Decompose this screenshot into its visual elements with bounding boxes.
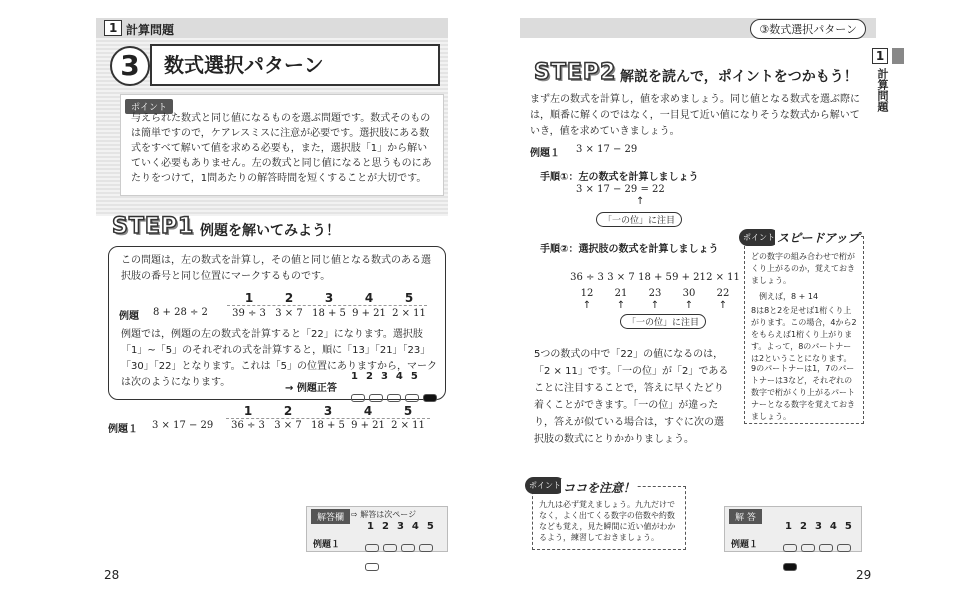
answer-row-label: 例題１ — [731, 540, 759, 550]
sheet-digit: 4 — [411, 521, 427, 532]
ones-place-note-2: 「一の位」に注目 — [620, 314, 706, 329]
ones-place-note: 「一の位」に注目 — [596, 212, 682, 227]
speedup-text-1: どの数字の組み合わせで桁がくり上がるのか，覚えておきましょう。 — [751, 252, 855, 285]
example-explanation: 例題では，例題の左の数式を計算すると「22」になります。選択肢「1」~「5」のそれぞれの式を計算すると，順に「13」「21」「23」「30」「22」となります。これは「5」の位置にありますから，マークは次のようになります。 — [121, 329, 438, 388]
answer-bubble[interactable] — [365, 563, 379, 571]
chapter-title: 計算問題 — [126, 23, 175, 37]
example-option: 18 + 5 — [312, 308, 346, 319]
answer-tag: 解 答 — [729, 509, 762, 524]
option-number: 2 — [284, 291, 294, 305]
sheet-digit: 2 — [381, 521, 397, 532]
speedup-text-3: 8は8と2を足せば1桁くり上がります。この場合，4から2をもらえば1桁くり上がります。よって，8のパートナーは2ということになります。 — [751, 306, 857, 363]
example-answer-digits — [351, 371, 426, 382]
answer-bubble — [783, 544, 797, 552]
arrow-up-icon: ↑ — [684, 300, 694, 311]
example-box — [108, 246, 446, 400]
example-options — [229, 308, 429, 319]
point-tag: ポイント — [125, 99, 173, 114]
options-divider — [227, 305, 427, 306]
option-number: 1 — [244, 291, 254, 305]
example-option: 3 × 7 — [275, 308, 303, 319]
answer-sheet-bubbles — [363, 537, 447, 575]
option-number: 4 — [364, 291, 374, 305]
speedup-text-2: 例えば，8 + 14 — [759, 292, 819, 301]
answer-bubble — [351, 394, 365, 402]
speedup-box — [743, 231, 864, 424]
answer-bubble — [837, 544, 851, 552]
answer-bubble[interactable] — [419, 544, 433, 552]
q1-option: 2 × 11 — [391, 420, 425, 431]
q1-option: 3 × 7 — [274, 420, 302, 431]
step1-title: 例題を解いてみよう！ — [200, 223, 340, 239]
chapter-number: 1 — [104, 20, 122, 36]
q1-label: 例題１ — [108, 424, 138, 435]
q1-divider — [226, 418, 430, 419]
step2-logo: STEP2 — [534, 60, 617, 85]
example-option: 2 × 11 — [392, 308, 426, 319]
step1-logo: STEP1 — [112, 214, 195, 239]
speedup-tag: ポイント — [739, 229, 779, 246]
speedup-title: スピードアップ — [777, 231, 860, 245]
speedup-text-4: 9のパートナーは1，7のパートナーは3など，それぞれの数字で桁がくり上がるパートナーとなる数字を覚えておきましょう。 — [751, 364, 855, 421]
step2-result: 30 — [682, 288, 696, 299]
step2-q-expression: 3 × 17 − 29 — [576, 144, 638, 155]
example-option-numbers — [229, 291, 429, 305]
arrow-up-icon: ↑ — [718, 300, 728, 311]
answer-digit: 3 — [380, 371, 396, 382]
arrow-up-icon: ↑ — [636, 196, 645, 207]
left-header-bar — [96, 18, 448, 38]
q1-options — [228, 420, 428, 431]
option-number: 1 — [243, 404, 253, 418]
step2-option: 2 × 11 — [706, 272, 740, 283]
option-number: 3 — [323, 404, 333, 418]
sheet-digit: 5 — [426, 521, 442, 532]
step2-step-a: 手順①：左の数式を計算しましょう — [540, 172, 699, 183]
answer-digit: 2 — [365, 371, 381, 382]
sheet-digit: 1 — [367, 521, 382, 532]
answer-digit: 5 — [410, 371, 426, 382]
step2-arrows — [570, 300, 740, 311]
step2-options — [570, 272, 740, 283]
sheet-digit: 1 — [785, 521, 800, 532]
sheet-digit: 4 — [829, 521, 845, 532]
option-number: 2 — [283, 404, 293, 418]
sheet-digit: 3 — [814, 521, 830, 532]
point-box — [120, 94, 444, 196]
q1-expression: 3 × 17 − 29 — [152, 420, 214, 431]
answer-sheet-note: ⇨ 解答は次ページ — [351, 510, 417, 519]
right-answer-sheet — [724, 506, 862, 552]
right-header-bar — [520, 18, 876, 38]
page-number-left: 28 — [104, 568, 120, 582]
example-answer-label: → 例題正答 — [285, 383, 337, 394]
step2-result: 21 — [614, 288, 628, 299]
section-title: 数式選択パターン — [150, 44, 440, 86]
option-number: 5 — [403, 404, 413, 418]
answer-bubble[interactable] — [365, 544, 379, 552]
q1-option: 9 + 21 — [351, 420, 385, 431]
step2-results — [570, 288, 740, 299]
answer-bubble[interactable] — [401, 544, 415, 552]
step2-option: 3 × 7 — [607, 272, 635, 283]
caution-box — [529, 481, 686, 550]
option-number: 3 — [324, 291, 334, 305]
arrow-up-icon: ↑ — [650, 300, 660, 311]
answer-digits — [785, 521, 860, 532]
answer-bubble[interactable] — [383, 544, 397, 552]
example-option: 9 + 21 — [352, 308, 386, 319]
step2-option: 18 + 5 — [638, 272, 672, 283]
page-number-right: 29 — [856, 568, 872, 582]
step2-conclusion: 5つの数式の中で「22」の値になるのは，「2 × 11」です。「一の位」が「2」であることに注目することで，答えに早くたどり着くことができます。「一の位」が違ったり，答えが似ている場合は，すぐに次の選択肢の数式にとりかかりましょう。 — [534, 349, 729, 445]
section-label-pill: ③数式選択パターン — [750, 19, 866, 39]
step2-option: 9 + 21 — [672, 272, 706, 283]
option-number: 4 — [363, 404, 373, 418]
section-number: 3 — [110, 46, 150, 86]
answer-bubbles — [781, 537, 861, 575]
step2-calc: 3 × 17 − 29 = 22 — [576, 184, 665, 195]
example-label: 例題 — [119, 311, 139, 322]
left-answer-sheet — [306, 506, 448, 552]
step2-result: 12 — [580, 288, 594, 299]
caution-tag: ポイント — [525, 477, 565, 494]
example-option: 39 ÷ 3 — [232, 308, 266, 319]
step2-option: 36 ÷ 3 — [570, 272, 604, 283]
option-number: 5 — [404, 291, 414, 305]
answer-bubble — [819, 544, 833, 552]
answer-sheet-row-label: 例題１ — [313, 540, 341, 550]
answer-bubble — [369, 394, 383, 402]
answer-bubble — [387, 394, 401, 402]
arrow-up-icon: ↑ — [582, 300, 592, 311]
step2-intro: まず左の数式を計算し，値を求めましょう。同じ値となる数式を選ぶ際には，順番に解くのではなく，一目見て近い値になりそうな数式から解いていき，値を求めていきましょう。 — [530, 94, 860, 137]
q1-option-numbers — [228, 404, 428, 418]
answer-digit: 1 — [351, 371, 366, 382]
answer-bubble-filled — [783, 563, 797, 571]
caution-text: 九九は必ず覚えましょう。九九だけでなく，よく出てくる数字の倍数や約数なども覚え，見た瞬間に近い値がわかるよう，練習しておきましょう。 — [539, 500, 676, 542]
caution-title: ココを注意！ — [563, 481, 636, 495]
sidebar-number: 1 — [872, 48, 888, 64]
q1-option: 36 ÷ 3 — [231, 420, 265, 431]
q1-option: 18 + 5 — [311, 420, 345, 431]
example-intro: この問題は，左の数式を計算し，その値と同じ値となる数式のある選択肢の番号と同じ位置にマークするものです。 — [121, 255, 431, 282]
answer-sheet-tag: 解答欄 — [311, 509, 350, 524]
arrow-up-icon: ↑ — [616, 300, 626, 311]
step2-result: 23 — [648, 288, 662, 299]
sheet-digit: 2 — [799, 521, 815, 532]
example-expression: 8 + 28 ÷ 2 — [153, 307, 208, 318]
answer-sheet-digits — [367, 521, 442, 532]
sidebar-label: 計算問題 — [876, 68, 889, 112]
answer-bubble — [801, 544, 815, 552]
answer-bubble-filled — [423, 394, 437, 402]
step2-q-label: 例題１ — [530, 148, 560, 159]
sheet-digit: 5 — [844, 521, 860, 532]
answer-digit: 4 — [395, 371, 411, 382]
step2-title: 解説を読んで，ポイントをつかもう！ — [620, 69, 858, 85]
answer-bubble — [405, 394, 419, 402]
point-text: 与えられた数式と同じ値になるものを選ぶ問題です。数式そのものは簡単ですので，ケアレスミスに注意が必要です。選択肢にある数式をすべて解いて値を求める必要も，また，選択肢「1」から解いていく必要もありません。左の数式と同じ値になると思うものにあたりをつけて，1問あたりの解答時間を短くすることが大切です。 — [131, 113, 432, 184]
step2-result: 22 — [716, 288, 730, 299]
sidebar-gray-tab — [892, 48, 904, 64]
sheet-digit: 3 — [396, 521, 412, 532]
step2-step-b: 手順②：選択肢の数式を計算しましょう — [540, 244, 719, 255]
